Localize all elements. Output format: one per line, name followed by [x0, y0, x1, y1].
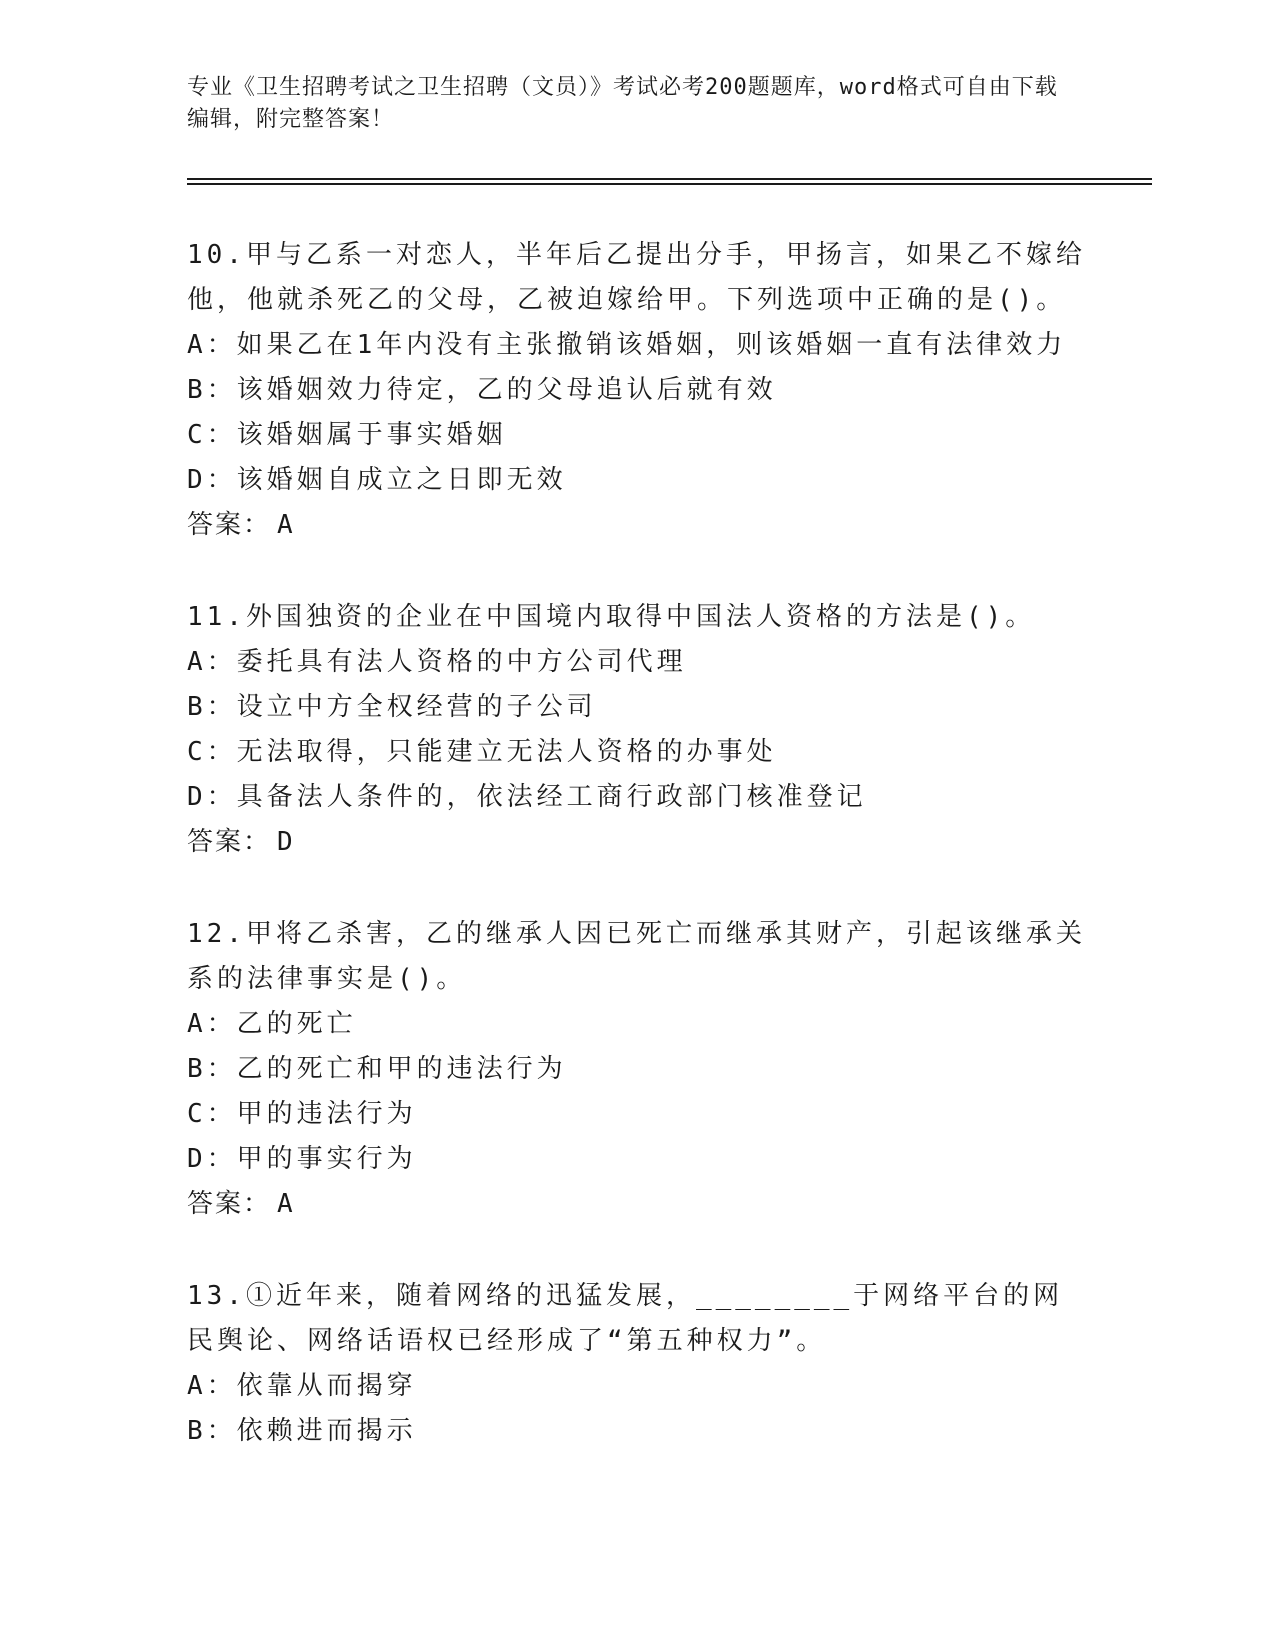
option-a: A：乙的死亡	[187, 1009, 357, 1039]
question-stem: 13.①近年来，随着网络的迅猛发展，________于网络平台的网民舆论、网络话语权已经形成了“第五种权力”。	[187, 1281, 1064, 1356]
question-list	[187, 233, 1087, 1501]
option-c: C：甲的违法行为	[187, 1099, 417, 1129]
option-d: D：该婚姻自成立之日即无效	[187, 465, 567, 495]
answer-value: A	[277, 1189, 295, 1219]
option-c: C：无法取得，只能建立无法人资格的办事处	[187, 737, 777, 767]
question-stem: 11.外国独资的企业在中国境内取得中国法人资格的方法是()。	[187, 602, 1036, 632]
answer-value: A	[277, 510, 295, 540]
option-d: D：甲的事实行为	[187, 1144, 417, 1174]
option-d: D：具备法人条件的，依法经工商行政部门核准登记	[187, 782, 867, 812]
question-13	[187, 1274, 1087, 1454]
answer-line	[187, 820, 1087, 865]
question-12	[187, 912, 1087, 1227]
answer-line	[187, 1182, 1087, 1227]
option-c: C：该婚姻属于事实婚姻	[187, 420, 507, 450]
answer-label: 答案：	[187, 827, 272, 857]
option-b: B：该婚姻效力待定，乙的父母追认后就有效	[187, 375, 777, 405]
question-11	[187, 595, 1087, 865]
option-a: A：依靠从而揭穿	[187, 1371, 417, 1401]
header-rule-top	[187, 178, 1152, 180]
header-rule-bottom	[187, 183, 1152, 185]
answer-label: 答案：	[187, 1189, 272, 1219]
answer-label: 答案：	[187, 510, 272, 540]
document-header: 专业《卫生招聘考试之卫生招聘（文员）》考试必考200题题库，word格式可自由下载编辑，附完整答案！	[187, 75, 1058, 132]
option-a: A：如果乙在1年内没有主张撤销该婚姻，则该婚姻一直有法律效力	[187, 330, 1067, 360]
answer-value: D	[277, 827, 295, 857]
question-stem: 12.甲将乙杀害，乙的继承人因已死亡而继承其财产，引起该继承关系的法律事实是()。	[187, 919, 1086, 994]
question-stem: 10.甲与乙系一对恋人，半年后乙提出分手，甲扬言，如果乙不嫁给他，他就杀死乙的父母，乙被迫嫁给甲。下列选项中正确的是()。	[187, 240, 1086, 315]
option-b: B：依赖进而揭示	[187, 1416, 417, 1446]
answer-line	[187, 503, 1087, 548]
question-10	[187, 233, 1087, 548]
option-b: B：设立中方全权经营的子公司	[187, 692, 597, 722]
option-b: B：乙的死亡和甲的违法行为	[187, 1054, 567, 1084]
option-a: A：委托具有法人资格的中方公司代理	[187, 647, 687, 677]
